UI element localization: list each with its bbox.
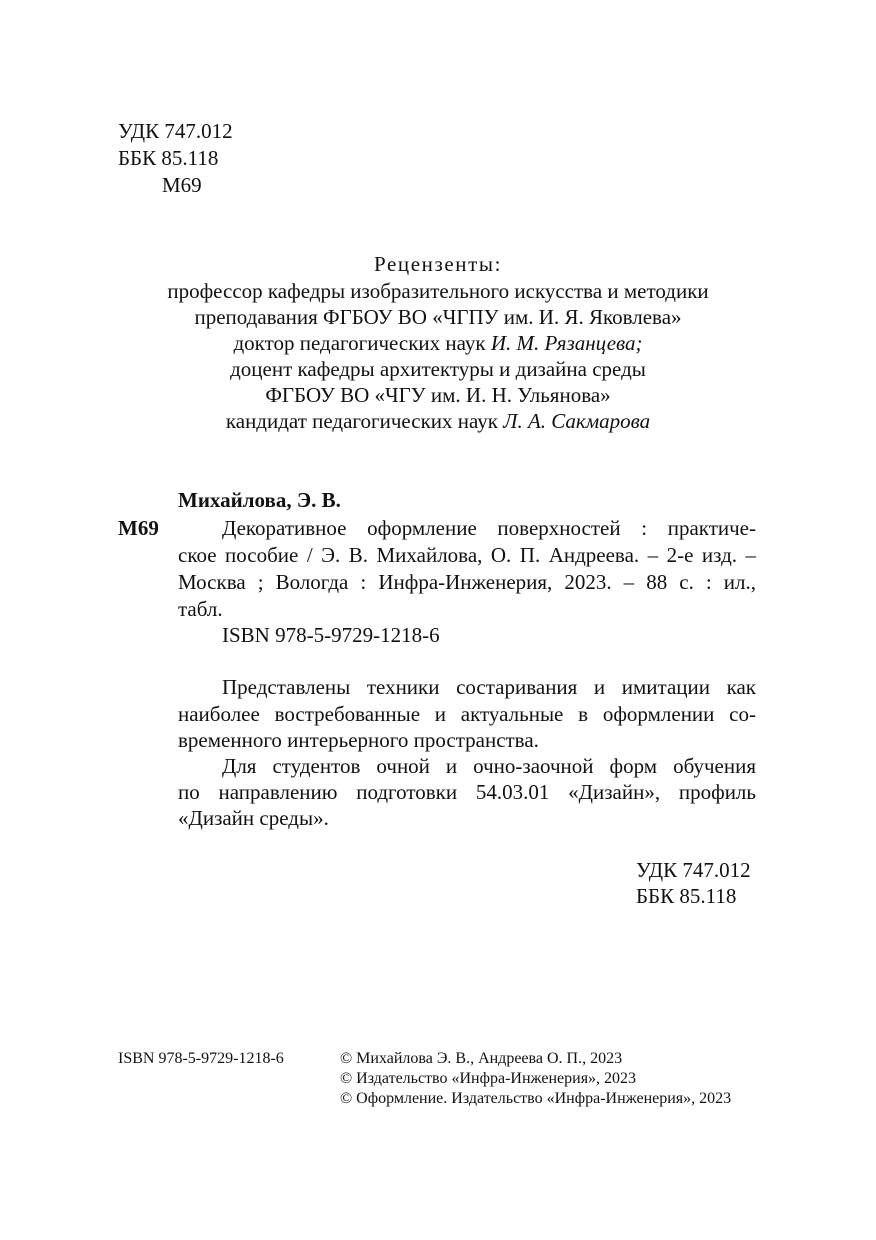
bib-isbn: ISBN 978-5-9729-1218-6: [222, 623, 440, 647]
bib-line: Москва ; Вологда : Инфра-Инженерия, 2023. – 88 с. : ил.,: [178, 570, 756, 594]
reviewer-line: профессор кафедры изобразительного искусства и методики: [167, 279, 709, 303]
reviewer-line: преподавания ФГБОУ ВО «ЧГПУ им. И. Я. Яковлева»: [194, 305, 682, 329]
reviewer-line: ФГБОУ ВО «ЧГУ им. И. Н. Ульянова»: [265, 383, 611, 407]
annotation-line: временного интерьерного пространства.: [178, 728, 539, 752]
footer-isbn: ISBN 978-5-9729-1218-6: [118, 1050, 284, 1067]
annotation-line: Представлены техники состаривания и имитации как: [222, 675, 756, 699]
udk-bottom: УДК 747.012: [636, 858, 751, 882]
udk-top: УДК 747.012: [118, 119, 233, 143]
bib-author: Михайлова, Э. В.: [178, 488, 341, 512]
annotation-line: по направлению подготовки 54.03.01 «Дизайн», профиль: [178, 780, 756, 804]
bib-mark: М69: [118, 516, 159, 540]
reviewer-line: доцент кафедры архитектуры и дизайна среды: [230, 357, 646, 381]
annotation-line: «Дизайн среды».: [178, 806, 329, 830]
bbk-top: ББК 85.118: [118, 146, 219, 170]
copyright-line: © Михайлова Э. В., Андреева О. П., 2023: [340, 1050, 623, 1067]
bib-line: табл.: [178, 597, 223, 621]
reviewer-line: кандидат педагогических наук Л. А. Сакмарова: [225, 409, 651, 433]
annotation-line: наиболее востребованные и актуальные в оформлении со-: [178, 702, 756, 726]
copyright-line: © Оформление. Издательство «Инфра-Инженерия», 2023: [340, 1090, 732, 1107]
reviewers-heading: Рецензенты:: [373, 252, 503, 276]
bbk-bottom: ББК 85.118: [636, 884, 737, 908]
bib-line: ское пособие / Э. В. Михайлова, О. П. Андреева. – 2-е изд. –: [178, 543, 756, 567]
author-mark-top: М69: [162, 173, 202, 197]
bib-line: Декоративное оформление поверхностей : практиче-: [222, 516, 756, 540]
annotation-line: Для студентов очной и очно-заочной форм обучения: [222, 754, 756, 778]
copyright-line: © Издательство «Инфра-Инженерия», 2023: [340, 1070, 637, 1087]
reviewer-line: доктор педагогических наук И. М. Рязанцева;: [233, 331, 643, 355]
